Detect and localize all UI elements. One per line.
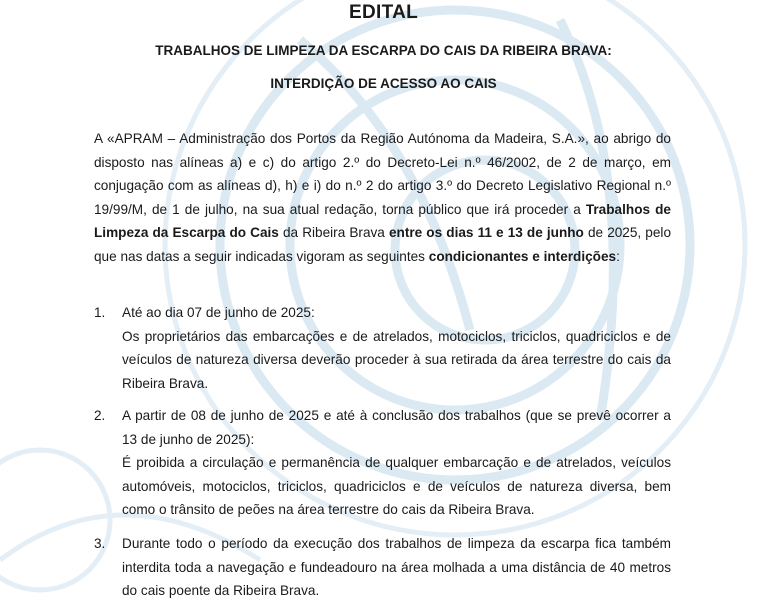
list-item — [94, 404, 671, 522]
document-subtitle-2: INTERDIÇÃO DE ACESSO AO CAIS — [270, 76, 497, 91]
list-item — [94, 532, 671, 603]
intro-bold-conditions: condicionantes e interdições — [428, 248, 617, 264]
intro-bold-dates: entre os dias 11 e 13 de junho — [388, 225, 584, 241]
list-item-number: 3. — [94, 536, 106, 551]
list-item-heading: A partir de 08 de junho de 2025 e até à conclusão dos trabalhos (que se prevê ocorrer a 13 de junho de 2025): — [122, 408, 671, 447]
list-item-number: 1. — [94, 305, 106, 320]
list-item — [94, 301, 671, 395]
intro-text: de 2025, pelo que nas datas a seguir indicadas vigoram as seguintes — [94, 225, 672, 264]
list-item-text: Os proprietários das embarcações e de atrelados, motociclos, triciclos, quadriciclos e de veículos de natureza diversa deverão proceder à sua retirada da área terrestre do cais da Ribeira Brava. — [122, 328, 671, 391]
intro-text: A «APRAM – Administração dos Portos da Região Autónoma da Madeira, S.A.», ao abrigo do disposto nas alíneas a) e c) do artigo 2.º do Decreto-Lei n.º 46/2002, de 2 de março, em conjugação com as alíneas d), h) e i) do n.º 2 do artigo 3.º do Decreto Legislativo Regional n.º 19/99/M, de 1 de julho, na sua atual redação, torna público que irá proceder a — [94, 131, 671, 217]
list-item-text: É proibida a circulação e permanência de qualquer embarcação e de atrelados, veículos automóveis, motociclos, triciclos, quadriciclos e de veículos de natureza diversa, bem como o trânsito de peões na área terrestre do cais da Ribeira Brava. — [122, 455, 671, 518]
list-item-text: Durante todo o período da execução dos trabalhos de limpeza da escarpa fica também interdita toda a navegação e fundeadouro na área molhada a uma distância de 40 metros do cais poente da Ribeira Brava. — [122, 536, 671, 599]
intro-text: : — [616, 248, 620, 264]
list-item-number: 2. — [94, 408, 106, 423]
intro-bold-works: Trabalhos de Limpeza da Escarpa do Cais — [94, 201, 671, 241]
document-title: EDITAL — [349, 2, 418, 23]
intro-text: da Ribeira Brava — [278, 225, 389, 241]
list-item-heading: Até ao dia 07 de junho de 2025: — [122, 305, 315, 320]
document-subtitle: TRABALHOS DE LIMPEZA DA ESCARPA DO CAIS DA RIBEIRA BRAVA: — [155, 43, 612, 58]
intro-paragraph — [94, 127, 671, 269]
